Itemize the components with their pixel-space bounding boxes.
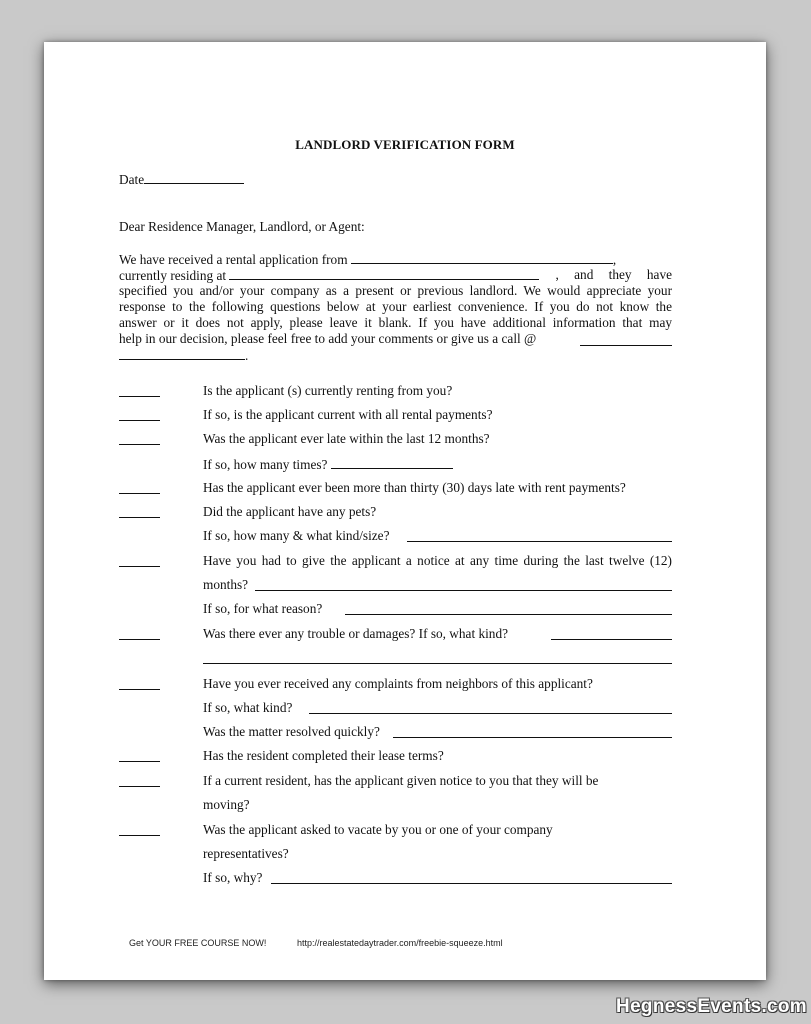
question-row (119, 870, 672, 890)
date-field[interactable] (144, 171, 244, 184)
question-text: Have you had to give the applicant a notice at any time during the last twelve (12) (203, 553, 672, 568)
para-line-3: specified you and/or your company as a present or previous landlord. We would appreciate your (119, 283, 672, 298)
date-label: Date (119, 172, 145, 187)
para-line-5: answer or it does not apply, please leave it blank. If you have additional information that may (119, 315, 672, 330)
para-text: . (245, 348, 249, 363)
damages-field-continued[interactable] (203, 663, 672, 664)
applicant-name-field[interactable] (351, 251, 613, 264)
current-address-field[interactable] (229, 267, 539, 280)
notice-reason-field[interactable] (345, 614, 672, 615)
para-text: , and they have (555, 267, 672, 282)
question-text: Did the applicant have any pets? (203, 504, 377, 519)
question-text: Was the matter resolved quickly? (203, 724, 380, 739)
form-title: LANDLORD VERIFICATION FORM (295, 137, 515, 152)
vacate-reason-field[interactable] (271, 883, 672, 884)
para-line-1 (119, 251, 616, 268)
greeting: Dear Residence Manager, Landlord, or Agent: (119, 219, 365, 234)
footer-url[interactable]: http://realestatedaytrader.com/freebie-squeeze.html (297, 938, 503, 948)
question-row (119, 700, 672, 720)
notice-detail-field[interactable] (255, 590, 672, 591)
watermark: HegnessEvents.com (616, 996, 807, 1017)
question-row (119, 650, 672, 670)
para-text: currently residing at (119, 268, 227, 283)
answer-blank[interactable] (119, 556, 160, 567)
question-text: If a current resident, has the applicant given notice to you that they will be (203, 773, 599, 788)
para-line-6 (119, 331, 672, 347)
damages-field[interactable] (551, 639, 672, 640)
question-text: Was the applicant asked to vacate by you or one of your company (203, 822, 553, 837)
question-row (119, 431, 672, 451)
question-row (119, 528, 672, 548)
question-text: If so, is the applicant current with all rental payments? (203, 407, 493, 422)
question-text: Was the applicant ever late within the last 12 months? (203, 431, 490, 446)
late-times-field[interactable] (331, 456, 453, 469)
answer-blank[interactable] (119, 410, 160, 421)
answer-blank[interactable] (119, 629, 160, 640)
para-text: , (612, 252, 617, 267)
question-row (119, 504, 672, 524)
answer-blank[interactable] (119, 679, 160, 690)
question-text: Has the applicant ever been more than thirty (30) days late with rent payments? (203, 480, 626, 495)
answer-blank[interactable] (119, 386, 160, 397)
question-row (119, 407, 672, 427)
question-row (119, 626, 672, 646)
question-row (119, 676, 672, 696)
question-row (119, 773, 672, 793)
question-row (119, 797, 672, 817)
question-text: If so, for what reason? (203, 601, 323, 616)
answer-blank[interactable] (119, 825, 160, 836)
question-row (119, 383, 672, 403)
phone-field[interactable] (580, 333, 672, 346)
question-row (119, 724, 672, 744)
question-label: If so, how many times? (203, 457, 328, 472)
answer-blank[interactable] (119, 434, 160, 445)
para-line-7 (119, 347, 248, 364)
answer-blank[interactable] (119, 751, 160, 762)
question-row (119, 577, 672, 597)
para-text: help in our decision, please feel free to add your comments or give us a call @ (119, 331, 537, 346)
question-row (119, 822, 672, 842)
question-text: representatives? (203, 846, 289, 861)
question-text (203, 456, 453, 473)
para-line-2 (119, 267, 672, 284)
question-row (119, 601, 672, 621)
answer-blank[interactable] (119, 483, 160, 494)
complaints-detail-field[interactable] (309, 713, 672, 714)
date-line (119, 171, 244, 188)
resolved-field[interactable] (393, 737, 672, 738)
para-line-4: response to the following questions below at your earliest convenience. If you do not know the (119, 299, 672, 314)
question-text: moving? (203, 797, 250, 812)
question-text: If so, how many & what kind/size? (203, 528, 390, 543)
para-text: We have received a rental application from (119, 252, 348, 267)
answer-blank[interactable] (119, 507, 160, 518)
footer-course: Get YOUR FREE COURSE NOW! (129, 938, 267, 948)
pets-detail-field[interactable] (407, 541, 672, 542)
form-page (44, 42, 766, 980)
phone-field-continued[interactable] (119, 347, 245, 360)
question-row (119, 456, 672, 476)
question-text: months? (203, 577, 249, 592)
question-text: Is the applicant (s) currently renting from you? (203, 383, 453, 398)
answer-blank[interactable] (119, 776, 160, 787)
question-text: If so, what kind? (203, 700, 293, 715)
question-row (119, 846, 672, 866)
question-row (119, 480, 672, 500)
question-row (119, 553, 672, 573)
question-row (119, 748, 672, 768)
question-text: Have you ever received any complaints from neighbors of this applicant? (203, 676, 593, 691)
question-text: Has the resident completed their lease terms? (203, 748, 444, 763)
question-text: Was there ever any trouble or damages? If so, what kind? (203, 626, 509, 641)
question-text: If so, why? (203, 870, 263, 885)
